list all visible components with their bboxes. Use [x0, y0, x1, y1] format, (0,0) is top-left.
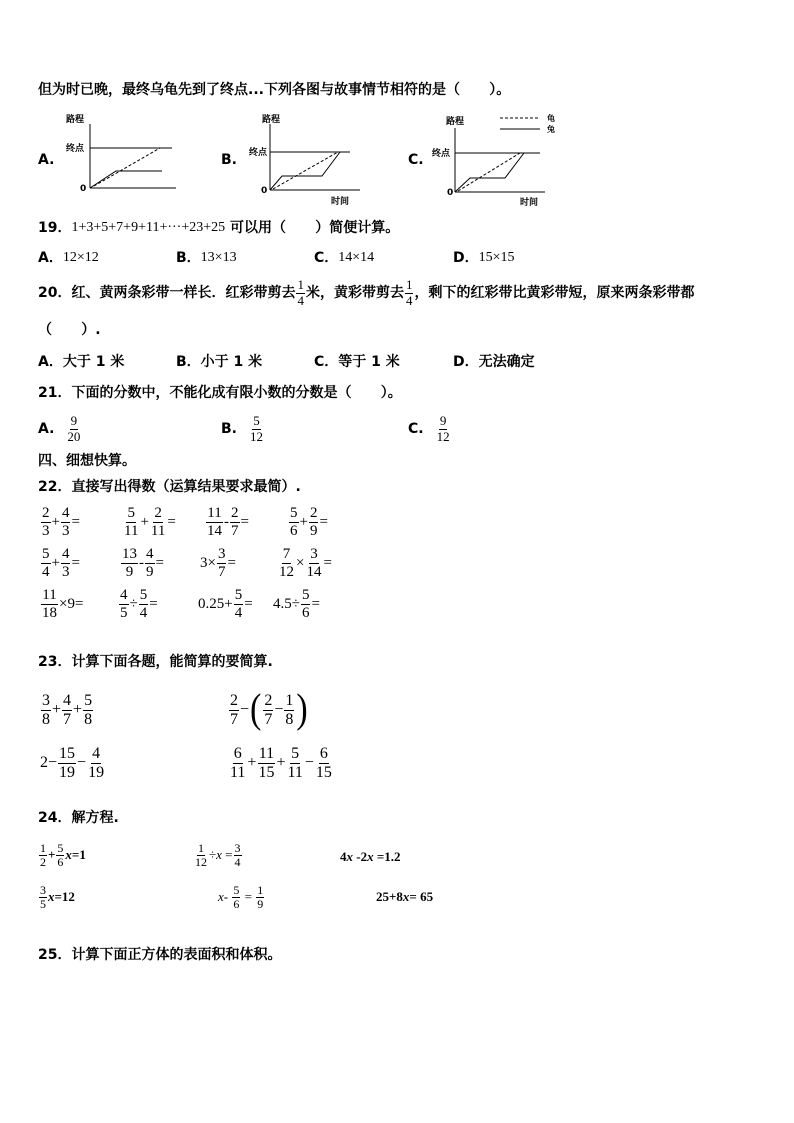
- fraction-denominator: 3: [42, 522, 50, 539]
- variable: x: [65, 847, 72, 862]
- y-axis-label: 路程: [66, 115, 85, 125]
- variable: x: [402, 889, 410, 904]
- fraction: [66, 414, 81, 443]
- rabbit-path: [90, 171, 162, 188]
- fraction-numerator: 5: [139, 587, 148, 604]
- q21-option-c: [408, 413, 452, 445]
- fraction-denominator: 14: [207, 522, 222, 539]
- fraction-numerator: 1: [198, 840, 204, 855]
- fraction-denominator: 6: [301, 604, 310, 621]
- fraction-numerator: 2: [42, 505, 50, 522]
- q22-expression: [40, 506, 80, 538]
- math-text: 4: [340, 849, 347, 864]
- fraction: [436, 414, 451, 443]
- q23-expression: [228, 687, 309, 732]
- section-heading: 四、细想快算。: [38, 453, 136, 469]
- math-text: =: [323, 554, 332, 571]
- math-text: =: [241, 889, 256, 904]
- fraction: [39, 884, 47, 911]
- variable: x: [218, 889, 224, 904]
- fraction-numerator: 1: [405, 277, 413, 293]
- fraction-denominator: 3: [61, 563, 70, 580]
- graph-a: [66, 113, 176, 194]
- variable: x: [48, 889, 55, 904]
- math-text: +: [276, 754, 286, 771]
- option-text: 12×12: [62, 250, 99, 265]
- fraction-denominator: 4: [297, 292, 304, 308]
- fraction-numerator: 5: [234, 587, 243, 604]
- math-text: =: [240, 513, 249, 530]
- math-text: −: [77, 754, 87, 771]
- fraction-denominator: 18: [42, 604, 57, 621]
- fraction: [296, 278, 305, 307]
- math-text: =12: [54, 889, 75, 904]
- fraction-numerator: 5: [290, 505, 298, 522]
- fraction: [309, 505, 319, 538]
- option-label: B．: [176, 250, 201, 266]
- fraction-denominator: 9: [257, 896, 264, 911]
- q18-option-a-label: A.: [38, 152, 55, 168]
- math-text: +: [52, 701, 62, 718]
- option-label: B.: [221, 421, 237, 437]
- q22-expression: [205, 506, 249, 538]
- fraction-numerator: 5: [84, 692, 93, 710]
- variable: x: [346, 849, 353, 864]
- fraction-numerator: 4: [61, 505, 70, 522]
- fraction-denominator: 8: [84, 710, 93, 728]
- parenthesis: ): [296, 687, 308, 732]
- math-text: ÷: [209, 847, 217, 862]
- origin-label: 0: [80, 184, 87, 194]
- fraction: [217, 546, 227, 579]
- math-text: 2−: [40, 754, 58, 771]
- fraction: [257, 745, 275, 781]
- math-text: 25+8: [376, 889, 403, 904]
- fraction-numerator: 4: [146, 546, 154, 563]
- fraction: [230, 505, 240, 538]
- fraction-denominator: 4: [234, 604, 243, 621]
- x-axis-label: 时间: [520, 198, 539, 208]
- fraction-denominator: 15: [315, 763, 332, 781]
- fraction-denominator: 9: [125, 563, 134, 580]
- option-label: B．: [176, 354, 201, 370]
- q24-equation: [38, 883, 75, 911]
- q22-expression: [40, 588, 83, 620]
- q18-stem-tail: 但为时已晚，最终乌龟先到了终点...下列各图与故事情节相符的是（ ）。: [38, 82, 511, 98]
- q23-title: 23．计算下面各题，能简算的要简算.: [38, 654, 273, 670]
- option-label: D．: [453, 250, 479, 266]
- fraction-numerator: 4: [61, 546, 70, 563]
- fraction: [139, 587, 149, 620]
- option-text: 13×13: [200, 250, 237, 265]
- origin-label: 0: [261, 186, 268, 196]
- math-text: =: [227, 554, 236, 571]
- fraction-numerator: 5: [57, 840, 64, 855]
- q18-option-c-label: C.: [408, 152, 424, 168]
- math-text: +: [299, 513, 308, 530]
- fraction: [56, 842, 64, 869]
- fraction-numerator: 5: [233, 882, 240, 897]
- fraction-denominator: 7: [63, 710, 72, 728]
- fraction-numerator: 2: [309, 505, 318, 522]
- math-text: =: [167, 513, 176, 530]
- q19-stem: [38, 219, 399, 237]
- origin-label: 0: [447, 188, 454, 198]
- q24-equation: [193, 841, 243, 869]
- option-text: 15×15: [478, 250, 515, 265]
- q21-stem: 21．下面的分数中，不能化成有限小数的分数是（ ）。: [38, 385, 402, 401]
- fraction-numerator: 6: [233, 745, 242, 763]
- q23-expression: [40, 691, 94, 729]
- fraction: [123, 505, 139, 538]
- fraction: [289, 505, 299, 538]
- q22-expression: [120, 547, 164, 579]
- math-text: -: [223, 889, 232, 904]
- fraction-numerator: 3: [310, 546, 318, 563]
- fraction-numerator: 5: [301, 587, 310, 604]
- fraction: [121, 546, 138, 579]
- q23-expression: [228, 744, 334, 782]
- fraction: [61, 546, 71, 579]
- fraction-denominator: 4: [139, 604, 148, 621]
- fraction-denominator: 12: [250, 428, 263, 444]
- fraction-numerator: 13: [122, 546, 137, 563]
- fraction-denominator: 8: [42, 710, 50, 728]
- fraction-numerator: 1: [257, 882, 264, 897]
- q22-expression: [40, 547, 80, 579]
- fraction-denominator: 6: [57, 854, 64, 869]
- q24-equation: [38, 841, 86, 869]
- fraction: [286, 745, 303, 781]
- option-label: A.: [38, 421, 55, 437]
- fraction-numerator: 6: [319, 745, 328, 763]
- q22-expression: [198, 588, 253, 620]
- math-text: =: [221, 847, 233, 862]
- fraction-denominator: 19: [59, 763, 76, 781]
- fraction-numerator: 11: [258, 745, 275, 763]
- fraction: [315, 745, 333, 781]
- math-text: = 65: [409, 889, 434, 904]
- fraction: [256, 884, 264, 911]
- math-text: +: [48, 847, 56, 862]
- fraction: [194, 842, 208, 869]
- fraction-denominator: 9: [146, 563, 154, 580]
- option-text: 无法确定: [478, 354, 535, 370]
- option-label: D．: [453, 354, 479, 370]
- fraction-numerator: 5: [291, 745, 300, 763]
- math-text: =: [319, 513, 328, 530]
- math-text: =: [311, 595, 320, 612]
- fraction-denominator: 11: [150, 522, 166, 539]
- fraction: [405, 278, 414, 307]
- fraction-numerator: 2: [231, 505, 239, 522]
- y-axis-label: 路程: [446, 117, 465, 127]
- fraction-numerator: 7: [282, 546, 291, 563]
- q22-expression: [122, 506, 176, 538]
- q20-option-d: [453, 353, 535, 371]
- fraction-denominator: 5: [120, 604, 128, 621]
- math-text: +: [51, 513, 60, 530]
- q19-option-d: [453, 249, 515, 267]
- fraction: [301, 587, 311, 620]
- option-label: A．: [38, 354, 63, 370]
- question-number: 19．: [38, 220, 72, 236]
- tortoise-path: [273, 152, 338, 189]
- fraction-denominator: 9: [309, 522, 318, 539]
- legend-rabbit-label: 兔: [547, 125, 555, 134]
- fraction-numerator: 11: [42, 587, 57, 604]
- fraction: [41, 505, 51, 538]
- fraction-numerator: 2: [230, 692, 238, 710]
- fraction-denominator: 12: [195, 854, 207, 869]
- q21-option-b: [221, 413, 265, 445]
- q18-graphs: [0, 100, 794, 215]
- fraction-numerator: 3: [42, 692, 50, 710]
- q24-title: 24．解方程.: [38, 810, 119, 826]
- option-label: C．: [314, 354, 339, 370]
- fraction: [305, 546, 322, 579]
- fraction-denominator: 5: [40, 896, 46, 911]
- fraction-denominator: 4: [405, 292, 413, 308]
- option-text: 小于 1 米: [200, 354, 263, 370]
- q22-expression: [200, 547, 236, 579]
- fraction: [234, 842, 242, 869]
- q24-equation: [340, 843, 401, 871]
- fraction: [83, 692, 93, 728]
- option-text: 等于 1 米: [338, 354, 400, 370]
- fraction: [232, 884, 240, 911]
- math-text: 0.25+: [198, 595, 233, 612]
- fraction-numerator: 4: [63, 692, 72, 710]
- fraction-numerator: 9: [439, 413, 447, 429]
- y-axis-label: 路程: [262, 115, 281, 125]
- fraction-denominator: 12: [279, 563, 294, 580]
- fraction-numerator: 3: [234, 840, 241, 855]
- math-text: +: [73, 701, 83, 718]
- fraction: [145, 546, 155, 579]
- math-text: ×9=: [59, 595, 84, 612]
- math-text: 20．红、黄两条彩带一样长．红彩带剪去: [38, 285, 296, 301]
- fraction-denominator: 11: [287, 763, 303, 781]
- fraction-denominator: 4: [234, 854, 241, 869]
- q22-expression: [273, 588, 320, 620]
- math-text: −: [304, 754, 314, 771]
- fraction: [263, 692, 273, 728]
- q22-title: 22．直接写出得数（运算结果要求最简）.: [38, 479, 301, 495]
- fraction-denominator: 7: [264, 710, 273, 728]
- fraction: [62, 692, 72, 728]
- fraction-numerator: 4: [92, 745, 101, 763]
- fraction-denominator: 7: [230, 710, 238, 728]
- fraction-denominator: 11: [124, 522, 139, 539]
- fraction: [87, 745, 105, 781]
- finish-label: 终点: [249, 148, 268, 158]
- fraction-numerator: 15: [59, 745, 76, 763]
- math-text: ，剩下的红彩带比黄彩带短，原来两条彩带都: [414, 285, 695, 301]
- math-text: -2: [353, 849, 368, 864]
- fraction-denominator: 2: [40, 854, 46, 869]
- fraction-denominator: 19: [88, 763, 105, 781]
- math-text: −: [240, 701, 250, 718]
- q24-equation: [218, 883, 265, 911]
- fraction-numerator: 2: [154, 505, 162, 522]
- q20-stem: [38, 277, 694, 309]
- fraction-numerator: 1: [285, 692, 294, 710]
- fraction-denominator: 14: [306, 563, 322, 580]
- q25-stem: 25．计算下面正方体的表面积和体积。: [38, 947, 282, 963]
- tortoise-path: [94, 148, 160, 186]
- math-text: =1: [71, 847, 86, 862]
- math-text: +: [51, 554, 60, 571]
- fraction: [58, 745, 76, 781]
- math-text: =: [71, 513, 80, 530]
- q19-option-a: [38, 249, 99, 267]
- q22-expression: [277, 547, 332, 579]
- fraction: [39, 842, 47, 869]
- fraction-denominator: 15: [258, 763, 275, 781]
- fraction-denominator: 3: [61, 522, 70, 539]
- option-label: A．: [38, 250, 63, 266]
- fraction-numerator: 4: [120, 587, 128, 604]
- q23-expression: [40, 744, 106, 782]
- fraction-denominator: 6: [290, 522, 298, 539]
- fraction-denominator: 11: [230, 763, 246, 781]
- q22-expression: [288, 506, 328, 538]
- math-text: −: [274, 701, 284, 718]
- option-text: 大于 1 米: [62, 354, 125, 370]
- q24-equation: [376, 883, 433, 911]
- fraction-denominator: 6: [233, 896, 240, 911]
- math-text: ÷: [129, 595, 138, 612]
- math-text: +: [140, 513, 149, 530]
- fraction-numerator: 2: [264, 692, 273, 710]
- rabbit-path: [455, 153, 524, 192]
- fraction: [41, 692, 51, 728]
- math-text: =: [71, 554, 80, 571]
- fraction-numerator: 3: [217, 546, 226, 563]
- fraction-numerator: 5: [127, 505, 135, 522]
- fraction: [229, 745, 246, 781]
- math-text: -: [139, 554, 144, 571]
- tortoise-path: [458, 153, 520, 191]
- q19-stem-tail: 可以用（ ）简便计算。: [225, 220, 400, 236]
- q19-option-c: [314, 249, 374, 267]
- x-axis-label: 时间: [331, 197, 350, 207]
- fraction: [278, 546, 295, 579]
- q18-option-b-label: B.: [221, 152, 237, 168]
- fraction-denominator: 4: [42, 563, 50, 580]
- fraction-denominator: 8: [285, 710, 294, 728]
- legend-tortoise-label: 龟: [547, 114, 555, 123]
- graph-c: [432, 113, 555, 208]
- fraction-denominator: 20: [67, 428, 81, 444]
- option-text: 14×14: [338, 250, 375, 265]
- q19-option-b: [176, 249, 237, 267]
- option-label: C．: [314, 250, 339, 266]
- fraction: [229, 692, 239, 728]
- fraction: [41, 546, 51, 579]
- math-text: -: [224, 513, 229, 530]
- variable: x: [367, 849, 374, 864]
- math-text: ×: [296, 554, 305, 571]
- parenthesis: (: [250, 687, 262, 732]
- q20-option-c: [314, 353, 400, 371]
- math-text: 4.5÷: [273, 595, 300, 612]
- finish-label: 终点: [66, 144, 85, 154]
- q20-option-b: [176, 353, 262, 371]
- math-text: 3×: [200, 554, 216, 571]
- fraction: [61, 505, 71, 538]
- math-text: =: [155, 554, 164, 571]
- fraction: [41, 587, 58, 620]
- fraction-numerator: 1: [297, 277, 304, 293]
- math-text: =: [244, 595, 253, 612]
- option-label: C.: [408, 421, 424, 437]
- fraction: [249, 414, 264, 443]
- fraction: [234, 587, 244, 620]
- fraction-numerator: 5: [253, 413, 260, 429]
- fraction: [284, 692, 294, 728]
- fraction-denominator: 12: [436, 428, 450, 444]
- math-text: 米，黄彩带剪去: [305, 285, 404, 301]
- math-text: =1.2: [373, 849, 401, 864]
- q19-expression: 1+3+5+7+9+11+···+23+25: [71, 220, 226, 235]
- fraction: [119, 587, 129, 620]
- fraction: [206, 505, 223, 538]
- graph-b: [249, 113, 360, 207]
- fraction-numerator: 1: [40, 840, 46, 855]
- variable: x: [216, 847, 222, 862]
- q20-answer-blank: （ ）.: [38, 322, 101, 338]
- fraction-numerator: 3: [40, 882, 46, 897]
- fraction: [150, 505, 166, 538]
- fraction-numerator: 11: [207, 505, 222, 522]
- q22-expression: [118, 588, 158, 620]
- fraction-denominator: 7: [231, 522, 239, 539]
- q21-option-a: [38, 413, 82, 445]
- finish-label: 终点: [432, 149, 451, 159]
- fraction-denominator: 7: [217, 563, 226, 580]
- q20-option-a: [38, 353, 124, 371]
- math-text: +: [247, 754, 257, 771]
- fraction-numerator: 5: [42, 546, 50, 563]
- fraction-numerator: 9: [70, 413, 78, 429]
- math-text: =: [149, 595, 158, 612]
